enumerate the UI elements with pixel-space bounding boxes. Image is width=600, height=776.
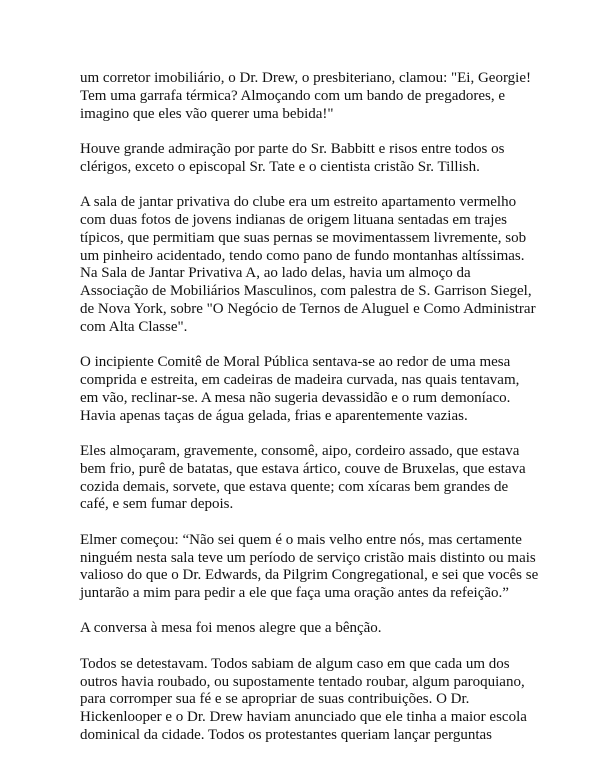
paragraph-7: A conversa à mesa foi menos alegre que a bênção. — [80, 620, 382, 637]
paragraph-6: Elmer começou: “Não sei quem é o mais velho entre nós, mas certamente ninguém nesta sala teve um período de serviço cristão mais distinto ou mais valioso do que o Dr. Edwards, da Pilgrim Congregational, e sei que vocês se juntarão a mim para pedir a ele que faça uma oração antes da refeição.” — [80, 531, 539, 602]
paragraph-5: Eles almoçaram, gravemente, consomê, aipo, cordeiro assado, que estava bem frio, purê de batatas, que estava ártico, couve de Bruxelas, que estava cozida demais, sorvete, que estava quente; com xícaras bem grandes de café, e sem fumar depois. — [80, 442, 526, 513]
paragraph-2: Houve grande admiração por parte do Sr. Babbitt e risos entre todos os clérigos, exceto o episcopal Sr. Tate e o cientista cristão Sr. Tillish. — [80, 140, 505, 175]
paragraph-1: um corretor imobiliário, o Dr. Drew, o presbiteriano, clamou: "Ei, Georgie! Tem uma garrafa térmica? Almoçando com um bando de pregadores, e imagino que eles vão querer uma bebida!" — [80, 70, 531, 122]
paragraph-4: O incipiente Comitê de Moral Pública sentava-se ao redor de uma mesa comprida e estreita, em cadeiras de madeira curvada, nas quais tentavam, em vão, reclinar-se. A mesa não sugeria devassidão e o rum demoníaco. Havia apenas taças de água gelada, frias e aparentemente vazias. — [80, 354, 520, 424]
paragraph-8: Todos se detestavam. Todos sabiam de algum caso em que cada um dos outros havia roubado, ou supostamente tentado roubar, algum paroquiano, para corromper sua fé e se apropriar de suas contribuições. O Dr. Hickenlooper e o Dr. Drew haviam anunciado que ele tinha a maior escola dominical da cidade. Todos os protestantes queriam lançar perguntas — [80, 655, 527, 744]
paragraph-3: A sala de jantar privativa do clube era um estreito apartamento vermelho com duas fotos de jovens indianas de origem lituana sentadas em trajes típicos, que permitiam que suas pernas se movimentassem livremente, sob um pinheiro acidentado, tendo como pano de fundo montanhas altíssimas. Na Sala de Jantar Privativa A, ao lado delas, havia um almoço da Associação de Mobiliários Masculinos, com palestra de S. Garrison Siegel, de Nova York, sobre "O Negócio de Ternos de Aluguel e Como Administrar com Alta Classe". — [80, 194, 536, 335]
document-page — [80, 70, 540, 762]
